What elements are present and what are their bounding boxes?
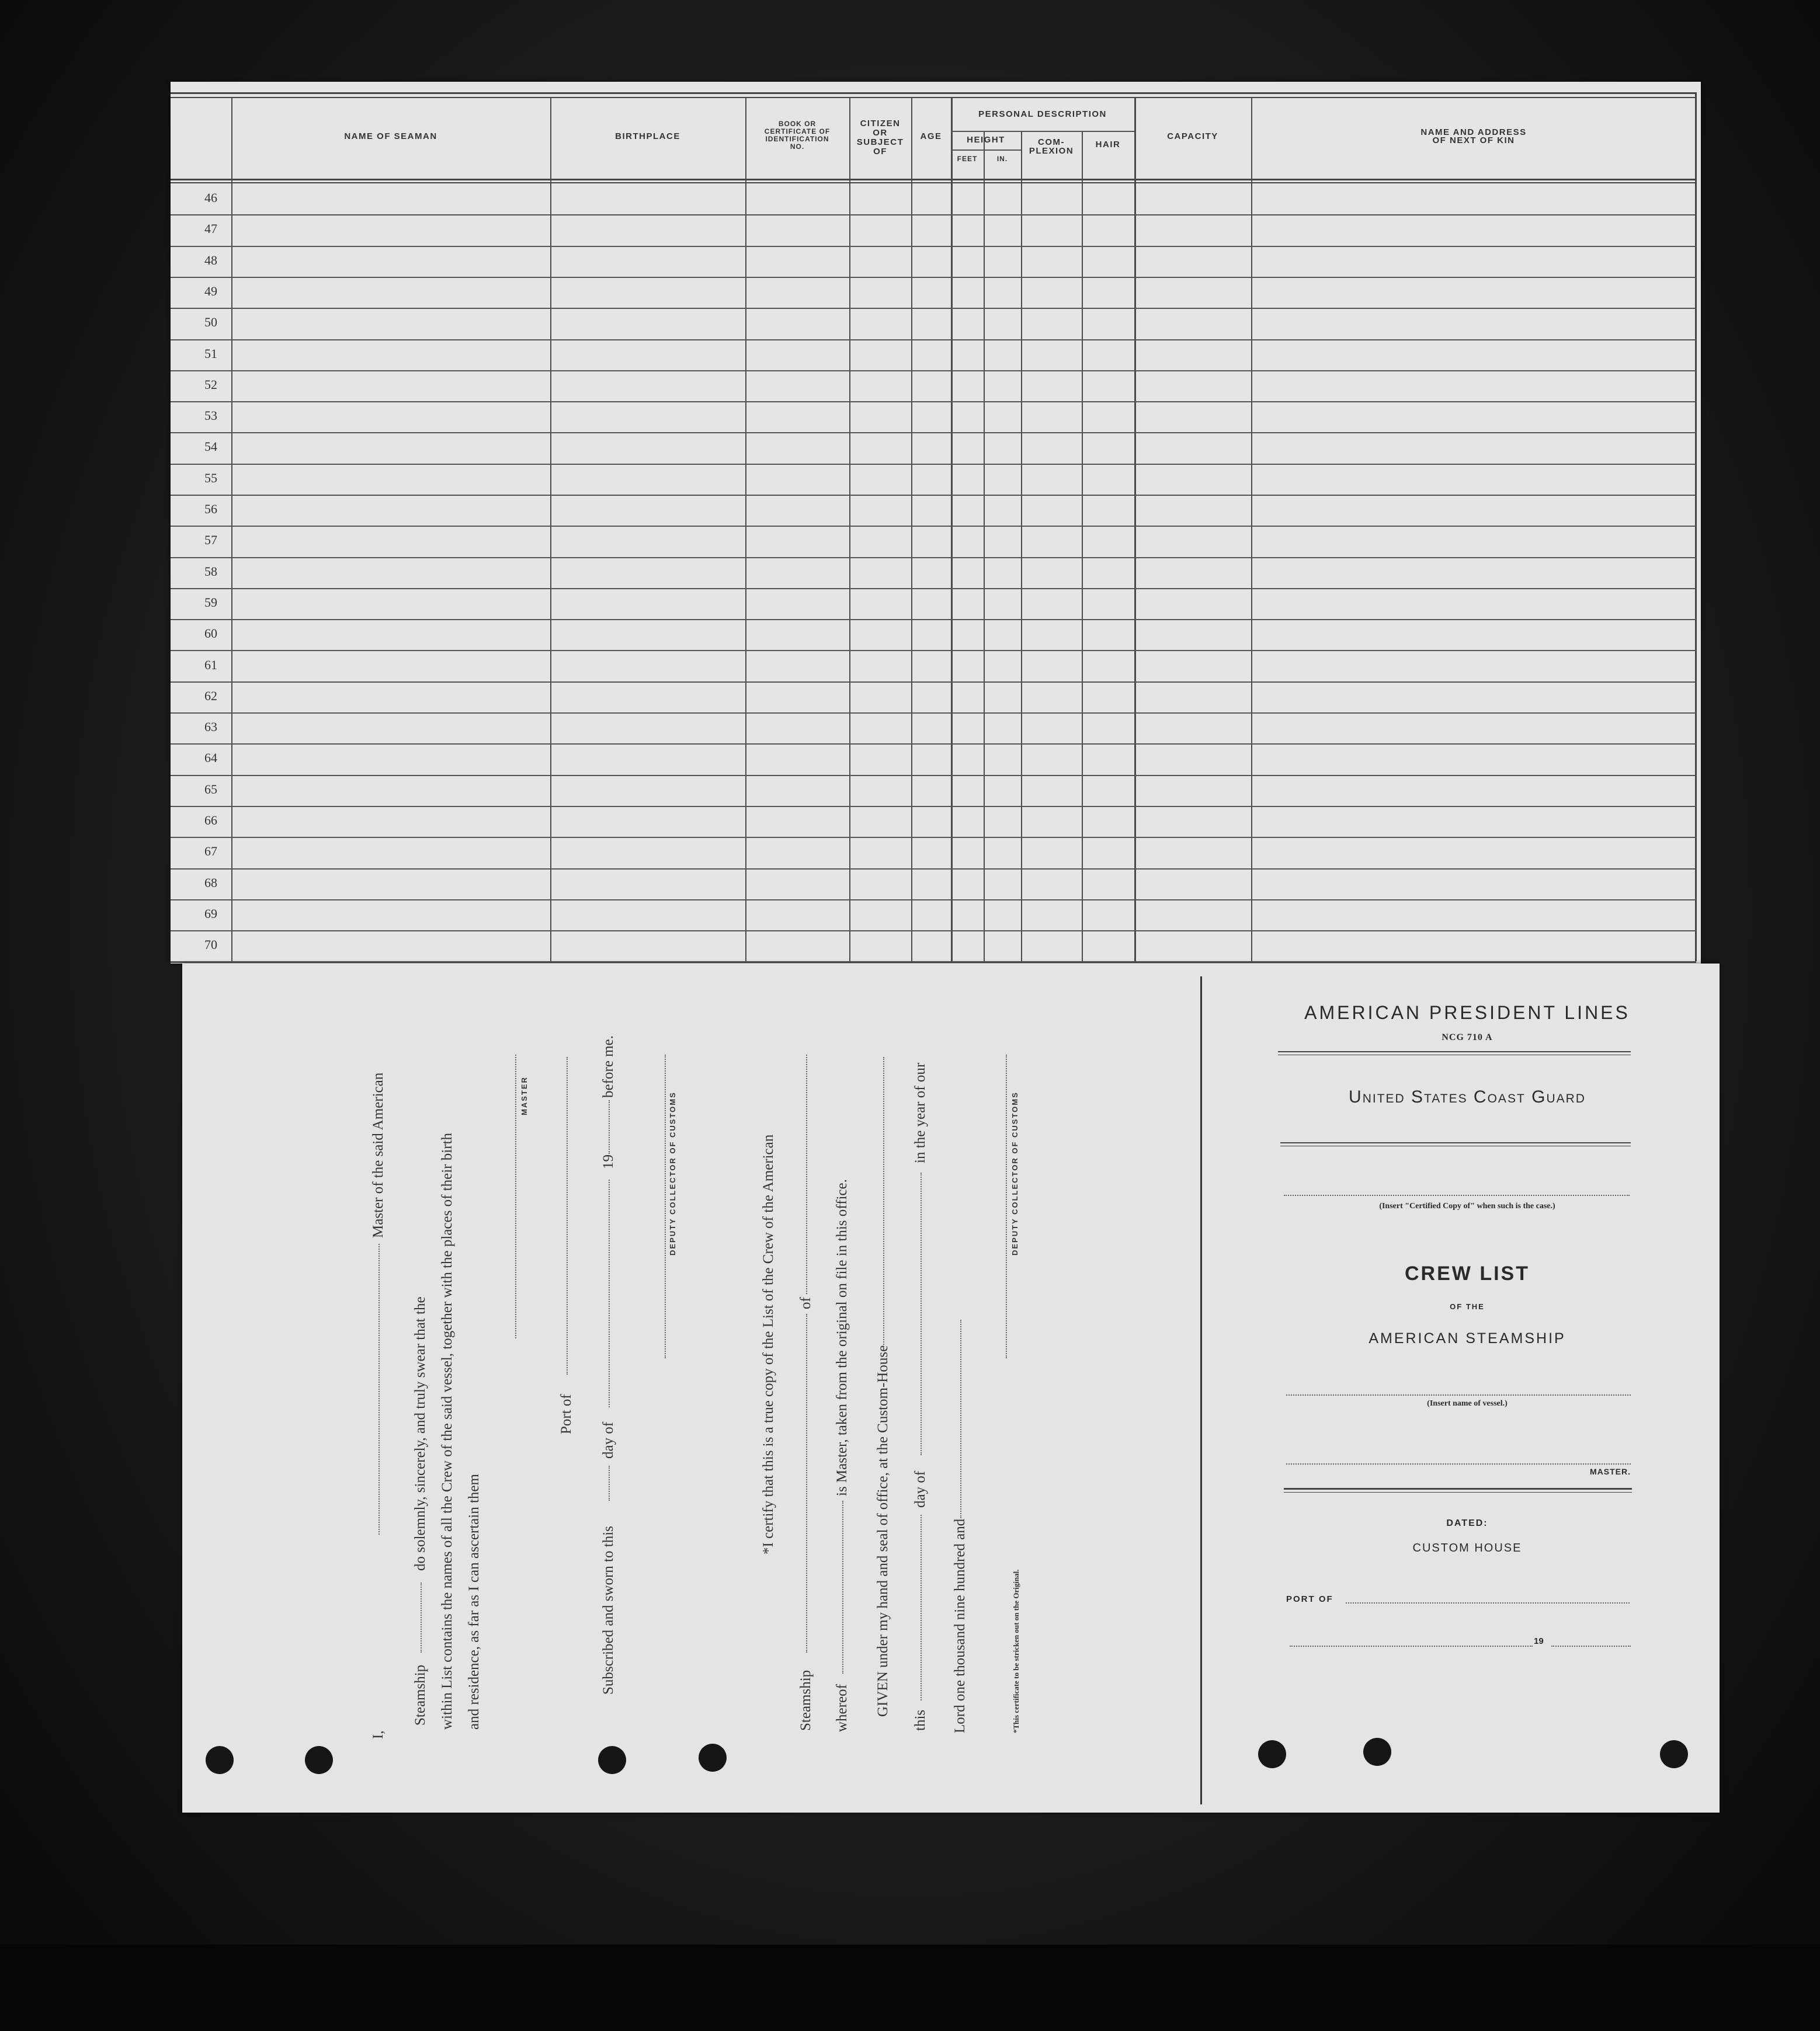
punch-hole <box>1258 1740 1286 1768</box>
row-rule <box>171 495 1696 496</box>
header-personal-description: PERSONAL DESCRIPTION <box>978 109 1107 119</box>
row-number: 49 <box>204 284 217 298</box>
header-hair: HAIR <box>1095 140 1121 149</box>
row-rule <box>171 526 1696 527</box>
row-number: 67 <box>204 844 217 858</box>
header-complexion: COM- PLEXION <box>1029 137 1074 156</box>
oath-before-me: before me. <box>600 1035 616 1098</box>
row-number: 70 <box>204 937 217 952</box>
header-capacity: CAPACITY <box>1167 131 1218 141</box>
row-rule <box>171 899 1696 900</box>
header-age: AGE <box>920 131 942 141</box>
row-number: 46 <box>204 190 217 205</box>
scan-bottom-band <box>0 1945 1820 2031</box>
row-number: 62 <box>204 688 217 703</box>
row-number: 56 <box>204 502 217 516</box>
row-rule <box>171 370 1696 371</box>
row-rule <box>171 339 1696 340</box>
certify-lord-text: Lord one thousand nine hundred and <box>952 1518 968 1733</box>
oath-port-of: Port of <box>558 1394 574 1434</box>
row-number: 60 <box>204 626 217 641</box>
row-number: 69 <box>204 906 217 921</box>
cover-port-of-label: PORT OF <box>1286 1594 1333 1604</box>
row-rule <box>171 681 1696 683</box>
certify-whereof: whereof <box>834 1684 850 1732</box>
header-height: HEIGHT <box>967 135 1005 145</box>
header-citizen-or-subject: CITIZEN OR SUBJECT OF <box>856 119 904 157</box>
oath-within-list-text: within List contains the names of all the Crew of the said vessel, together with the places of their birth <box>439 1133 455 1730</box>
row-number: 55 <box>204 471 217 485</box>
header-inches: IN. <box>996 155 1008 163</box>
oath-day-of: day of <box>600 1421 616 1459</box>
row-rule <box>171 277 1696 278</box>
row-number: 61 <box>204 658 217 672</box>
oath-master-of-american: Master of the said American <box>370 1072 386 1238</box>
certify-day-of: day of <box>912 1470 928 1508</box>
cover-year-19: 19 <box>1534 1636 1544 1646</box>
cover-company-name: AMERICAN PRESIDENT LINES <box>1304 1002 1630 1023</box>
row-rule <box>171 464 1696 465</box>
row-number: 59 <box>204 595 217 610</box>
row-number: 66 <box>204 813 217 827</box>
row-number: 64 <box>204 750 217 765</box>
oath-residence-text: and residence, as far as I can ascertain them <box>466 1474 482 1730</box>
row-rule <box>171 837 1696 838</box>
certify-year-of-our: in the year of our <box>912 1062 928 1163</box>
row-number: 52 <box>204 377 217 392</box>
punch-hole <box>1363 1738 1391 1766</box>
row-number: 50 <box>204 315 217 329</box>
oath-year-19: 19 <box>600 1154 616 1169</box>
row-number: 65 <box>204 782 217 797</box>
punch-hole <box>1660 1740 1688 1768</box>
row-number: 53 <box>204 408 217 423</box>
row-rule <box>171 961 1696 962</box>
punch-hole <box>305 1746 333 1774</box>
row-number: 63 <box>204 719 217 734</box>
header-feet: FEET <box>957 155 978 163</box>
oath-steamship-label: Steamship <box>412 1664 428 1726</box>
certify-true-copy-text: *I certify that this is a true copy of the List of the Crew of the American <box>760 1134 776 1554</box>
row-rule <box>171 743 1696 745</box>
row-number: 48 <box>204 253 217 267</box>
row-rule <box>171 432 1696 433</box>
punch-hole <box>598 1746 626 1774</box>
header-book-certificate: BOOK OR CERTIFICATE OF IDENTIFICATION NO. <box>764 120 831 151</box>
row-number: 51 <box>204 346 217 361</box>
row-number: 54 <box>204 439 217 454</box>
row-number: 58 <box>204 564 217 579</box>
header-name-of-seaman: NAME OF SEAMAN <box>344 131 437 141</box>
row-number: 47 <box>204 221 217 236</box>
oath-swear-text: do solemnly, sincerely, and truly swear that the <box>412 1296 428 1571</box>
certify-this: this <box>912 1709 928 1731</box>
row-rule <box>171 775 1696 776</box>
cover-master-label: MASTER. <box>1590 1467 1631 1476</box>
punch-hole <box>699 1744 727 1772</box>
cover-custom-house: CUSTOM HOUSE <box>1412 1542 1522 1554</box>
crew-table-sheet <box>171 82 1701 964</box>
row-rule <box>171 246 1696 247</box>
cover-american-steamship: AMERICAN STEAMSHIP <box>1369 1330 1566 1347</box>
oath-cover-sheet <box>182 964 1720 1813</box>
row-number: 68 <box>204 875 217 890</box>
header-next-of-kin: NAME AND ADDRESS OF NEXT OF KIN <box>1420 127 1527 145</box>
cover-insert-certified-note: (Insert "Certified Copy of" when such is the case.) <box>1379 1202 1555 1211</box>
row-rule <box>171 650 1696 651</box>
row-rule <box>171 930 1696 931</box>
row-rule <box>171 588 1696 589</box>
oath-master-label: MASTER <box>520 1076 529 1115</box>
oath-deputy-collector-label: DEPUTY COLLECTOR OF CUSTOMS <box>668 1091 677 1256</box>
oath-i: I, <box>370 1730 386 1739</box>
cover-form-number: NCG 710 A <box>1442 1032 1493 1042</box>
header-birthplace: BIRTHPLACE <box>615 131 680 141</box>
certify-is-master-text: is Master, taken from the original on file in this office. <box>834 1179 850 1496</box>
oath-subscribed-sworn: Subscribed and sworn to this <box>600 1526 616 1695</box>
punch-hole <box>206 1746 234 1774</box>
certify-of: of <box>798 1297 814 1309</box>
row-rule <box>171 868 1696 870</box>
row-number: 57 <box>204 533 217 547</box>
row-rule <box>171 619 1696 620</box>
row-rule <box>171 214 1696 215</box>
certify-footnote: *This certificate to be stricken out on the Original. <box>1012 1569 1020 1733</box>
row-rule <box>171 557 1696 558</box>
cover-insert-vessel-note: (Insert name of vessel.) <box>1427 1399 1508 1408</box>
cover-crew-list-title: CREW LIST <box>1405 1263 1530 1285</box>
cover-agency: United States Coast Guard <box>1349 1087 1586 1107</box>
row-rule <box>171 308 1696 309</box>
cover-of-the: OF THE <box>1450 1302 1485 1311</box>
certify-deputy-collector-label: DEPUTY COLLECTOR OF CUSTOMS <box>1010 1091 1019 1256</box>
cover-dated-label: DATED: <box>1446 1518 1488 1528</box>
certify-steamship-label: Steamship <box>798 1670 814 1731</box>
row-rule <box>171 401 1696 402</box>
row-rule <box>171 712 1696 714</box>
fold-line <box>1200 976 1202 1804</box>
row-rule <box>171 806 1696 807</box>
certify-given-text: GIVEN under my hand and seal of office, at the Custom-House <box>875 1345 891 1717</box>
